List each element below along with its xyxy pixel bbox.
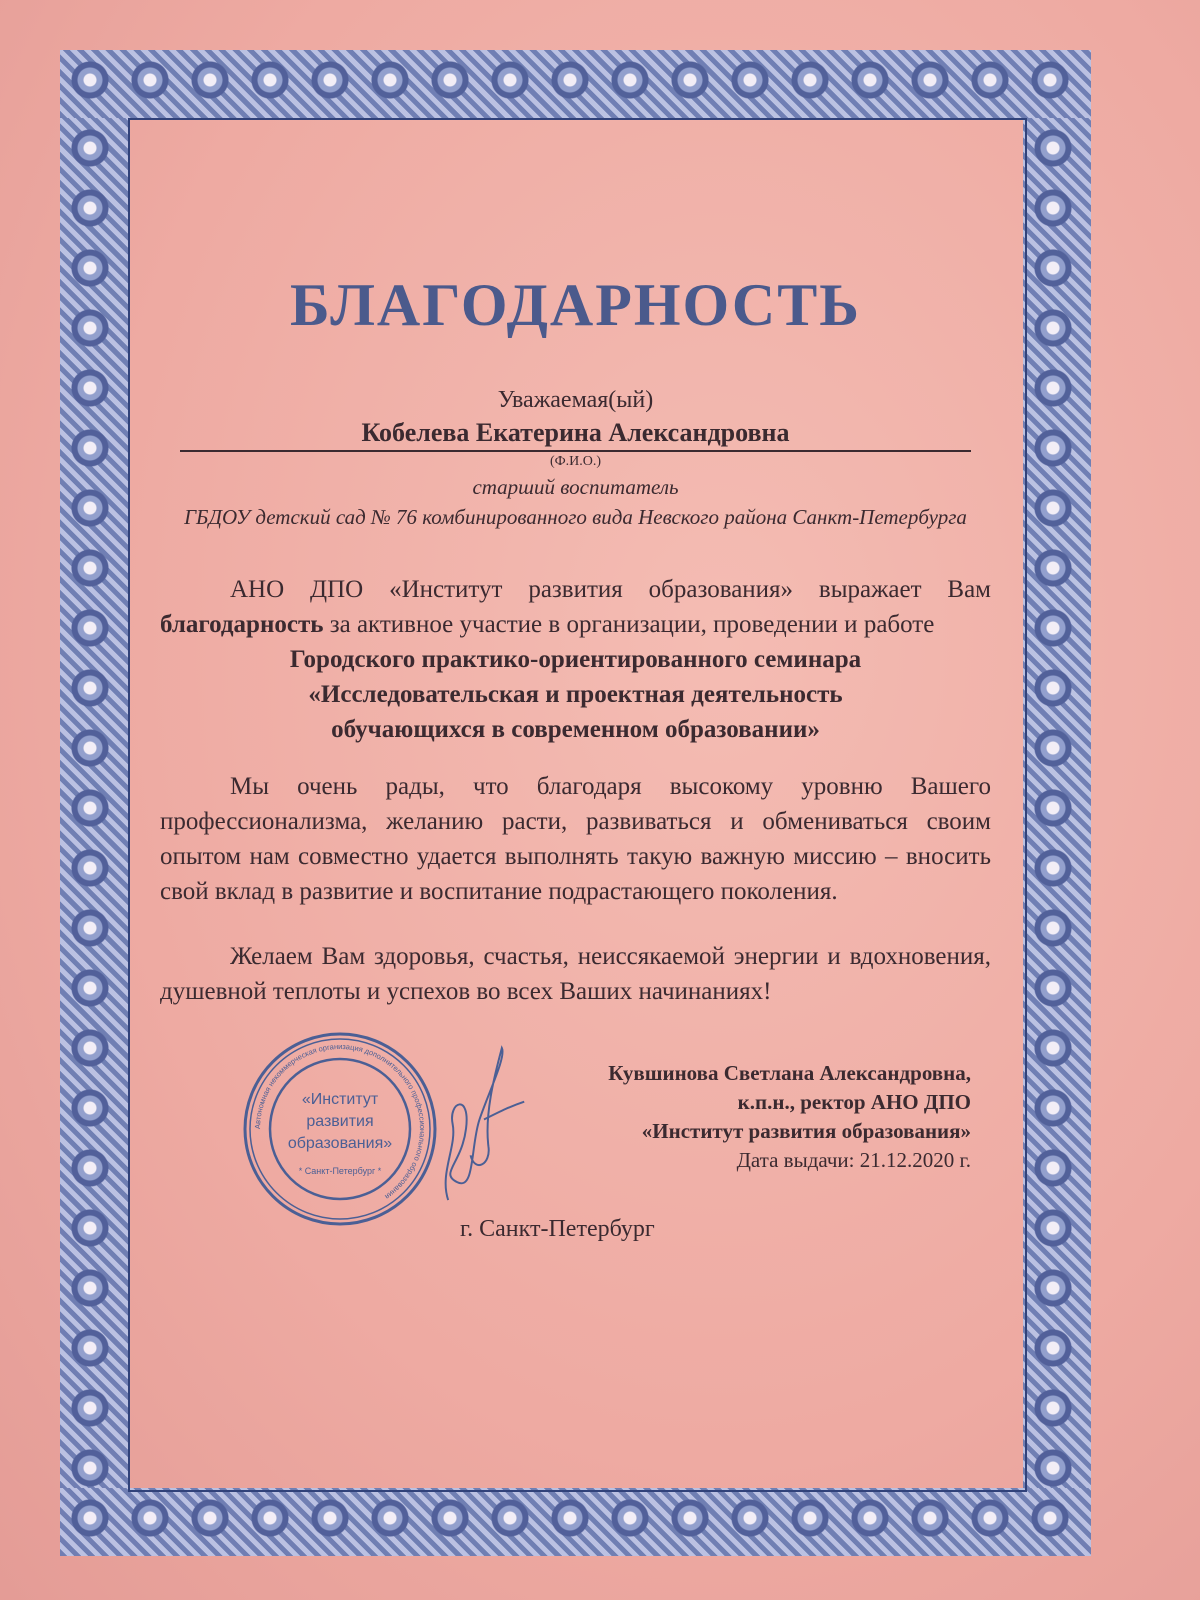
paragraph1-text: АНО ДПО «Институт развития образования» выражает Вам	[230, 576, 991, 603]
stamp-bottom-text: * Санкт-Петербург *	[298, 1166, 382, 1176]
seminar-line: обучающихся в современном образовании»	[331, 716, 820, 743]
stamp-center-line: образования»	[287, 1135, 393, 1152]
ornament-border-bottom	[60, 1488, 1091, 1556]
seminar-line: Городского практико-ориентированного семинара	[289, 646, 862, 673]
ornament-border-top	[60, 50, 1091, 118]
stamp-center-line: развития	[306, 1113, 374, 1130]
signatory-name: Кувшинова Светлана Александровна,	[608, 1061, 971, 1085]
paragraph1-text-end: за активное участие в организации, проведении и работе	[323, 611, 935, 638]
paragraph2-text: Мы очень рады, что благодаря высокому уровню Вашего профессионализма, желанию расти, развиваться и обмениваться своим опытом нам совместно удается выполнять такую важную миссию – вносить свой вклад в развитие и воспитание подрастающего поколения.	[160, 773, 991, 905]
signatory-title: к.п.н., ректор АНО ДПО	[737, 1090, 971, 1114]
signature-area	[160, 1029, 991, 1269]
signatory-organization: «Институт развития образования»	[641, 1119, 971, 1143]
paragraph3-text: Желаем Вам здоровья, счастья, неиссякаемой энергии и вдохновения, душевной теплоты и успехов во всех Ваших начинаниях!	[160, 943, 991, 1005]
name-caption: (Ф.И.О.)	[549, 454, 602, 469]
paragraph1-bold: благодарность	[160, 611, 324, 638]
recipient-name: Кобелева Екатерина Александровна	[361, 418, 790, 447]
stamp-ring-text: Автономная некоммерческая организация дополнительного профессионального образования	[252, 1041, 428, 1202]
certificate-title: БЛАГОДАРНОСТЬ	[290, 272, 861, 338]
paragraph-appreciation	[160, 769, 991, 909]
institute-stamp	[240, 1029, 440, 1229]
issue-date: Дата выдачи: 21.12.2020 г.	[736, 1148, 971, 1172]
recipient-position: старший воспитатель	[472, 475, 679, 499]
paragraph-wishes	[160, 939, 991, 1009]
seminar-title	[160, 642, 991, 747]
seminar-line: «Исследовательская и проектная деятельность	[308, 681, 843, 708]
stamp-center-line: «Институт	[301, 1091, 379, 1108]
issue-city: г. Санкт-Петербург	[460, 1216, 655, 1242]
ornament-border-left	[60, 118, 128, 1488]
recipient-organization: ГБДОУ детский сад № 76 комбинированного вида Невского района Санкт-Петербурга	[184, 505, 967, 529]
handwritten-signature	[420, 1039, 530, 1209]
salutation: Уважаемая(ый)	[497, 387, 654, 413]
certificate-content	[130, 120, 1021, 1486]
ornament-border-right	[1023, 118, 1091, 1488]
paragraph-gratitude	[160, 572, 991, 642]
signatory-block	[608, 1059, 971, 1175]
